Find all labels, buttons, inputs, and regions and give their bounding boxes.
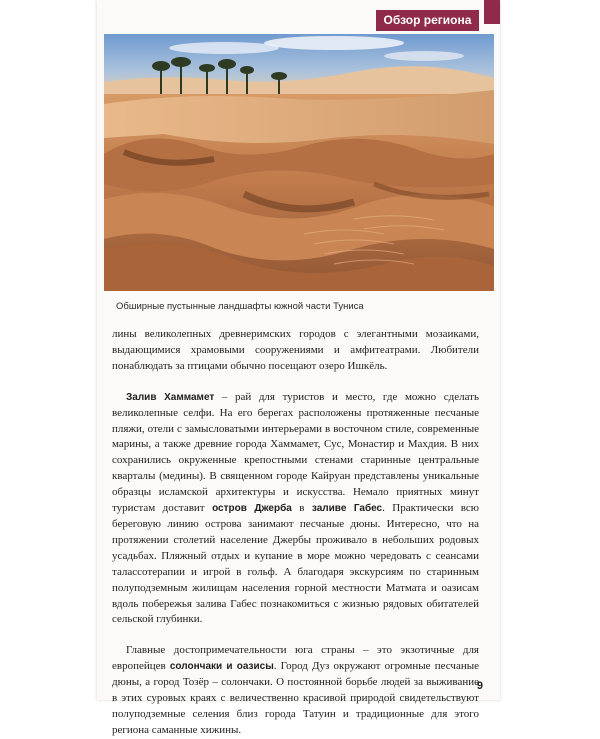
highlight-gabes: заливе Габес: [311, 503, 383, 515]
paragraph-1: лины великолепных древнеримских городов с элегантными мозаиками, выдающимися храмовыми сооружениями и амфитеатрами. Любители понаблюдать за птицами обычно посещают озеро Ишкёль.: [112, 328, 479, 372]
highlight-djerba: остров Джерба: [212, 503, 292, 515]
section-header: Обзор региона: [376, 10, 479, 31]
paragraph-2-text-1: – рай для туристов и место, где можно сделать великолепные селфи. На его берегах расположены протяженные песчаные пляжи, отели с замысловатыми интерьерами в восточном стиле, современные марины, а также древние города Хаммамет, Сус, Монастир и Махдия. В них сохранились окруженные крепостными стенами старинные центральные кварталы (медины). В священном городе Кайруан представлены уникальные образцы исламской архитектуры и искусства. Немало приятных минут туристам доставит: [112, 390, 479, 515]
page-number: 9: [476, 680, 483, 692]
paragraph-2: [112, 390, 479, 629]
page-edge-marker: [484, 0, 500, 24]
paragraph-2-text-2: в: [291, 502, 312, 515]
paragraph-3: [112, 643, 479, 738]
paragraph-3-text-1: Главные достопримечательности юга страны – это экзотичные для европейцев: [112, 644, 479, 673]
paragraph-2-text-3: . Практически всю береговую линию острова занимают песчаные дюны. Интересно, что на протяжении столетий население Джербы проживало в небольших родовых усадьбах. Пляжный отдых и купание в море можно чередовать с сеансами талассотерапии и игрой в гольф. А благодаря экскурсиям по старинным полуподземным жилищам населения горной местности Матмата и оазисам вдоль побережья залива Габес познакомиться с жизнью рядовых обитателей сельской глубинки.: [112, 502, 479, 626]
paragraph-3-text-2: . Город Дуз окружают огромные песчаные дюны, а город Тозёр – солончаки. О постоянной борьбе людей за выживание в этих суровых краях с величественно красивой природой свидетельствуют полуподземные селения близ города Татуин и традиционные для этого региона саманные хижины.: [112, 660, 479, 736]
desert-photo: [104, 34, 494, 291]
highlight-hammamet: Залив Хаммамет: [126, 391, 215, 403]
article-body: [112, 327, 479, 739]
photo-caption: Обширные пустынные ландшафты южной части Туниса: [116, 301, 364, 312]
highlight-salt-flats: солончаки и оазисы: [169, 661, 274, 673]
